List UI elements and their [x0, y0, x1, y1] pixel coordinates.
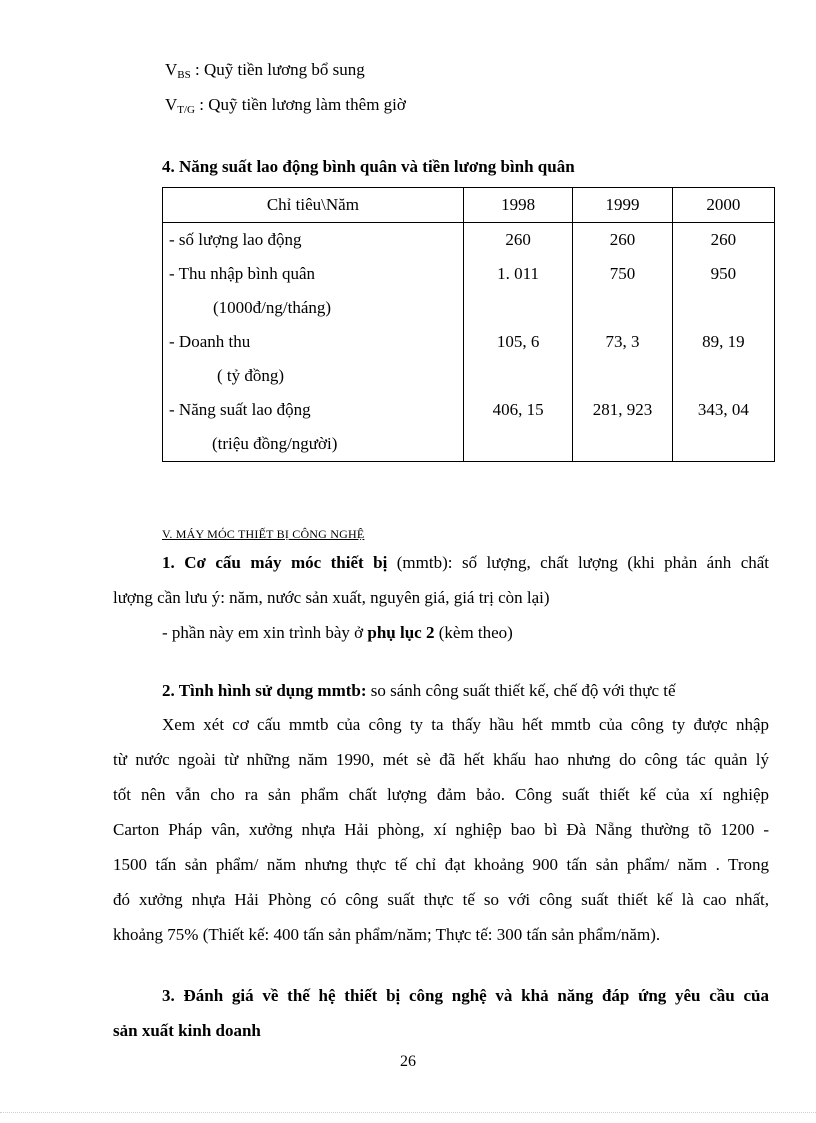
table-cell: 750: [573, 257, 672, 291]
sub2-text-line: Xem xét cơ cấu mmtb của công ty ta thấy hầu hết mmtb của công ty được nhập: [162, 715, 769, 734]
sub2-text-line: đó xưởng nhựa Hải Phòng có công suất thực tế so với công suất thiết kế là cao nhất,: [113, 890, 769, 909]
table-cell: 260: [463, 223, 573, 258]
sub2-text-line: 1500 tấn sản phẩm/ năm nhưng thực tế chỉ đạt khoảng 900 tấn sản phẩm/ năm . Trong: [113, 855, 769, 874]
var-vbs-desc: : Quỹ tiền lương bổ sung: [190, 60, 365, 79]
table-row-unit: ( tỷ đồng): [217, 366, 285, 385]
sub1-line3-pre: - phần này em xin trình bày ở: [162, 623, 368, 642]
table-cell: 950: [672, 257, 774, 291]
sub2-heading-line: [162, 681, 676, 701]
page-number: 26: [400, 1053, 416, 1070]
sub1-rest: (mmtb): số lượng, chất lượng (khi phản ánh chất: [387, 553, 770, 572]
table-header-cell: Chỉ tiêu\Năm: [163, 188, 464, 223]
table-header-cell: 1998: [463, 188, 573, 223]
table-row-unit: (triệu đồng/người): [212, 434, 338, 453]
page-bottom-rule: [0, 1112, 816, 1113]
table-row-label: - số lượng lao động: [163, 223, 464, 258]
var-vtg-desc: : Quỹ tiền lương làm thêm giờ: [195, 95, 406, 114]
sub2-rest: so sánh công suất thiết kế, chế độ với thực tế: [366, 681, 676, 700]
table-cell: 89, 19: [672, 325, 774, 359]
table-cell: 1. 011: [463, 257, 573, 291]
sub2-text-line: tốt nên vẫn cho ra sản phẩm chất lượng đảm bảo. Công suất thiết kế của xí nghiệp: [113, 785, 769, 804]
sub1-line3: [113, 615, 769, 650]
var-vbs-line: [165, 60, 365, 81]
table-cell: 343, 04: [672, 393, 774, 427]
table-row-label: - Thu nhập bình quân: [163, 257, 464, 291]
var-vtg-base: V: [165, 95, 178, 114]
section-v-title: V. MÁY MÓC THIẾT BỊ CÔNG NGHỆ: [162, 527, 365, 541]
sub1-line3-post: (kèm theo): [434, 623, 513, 642]
sub3-line1: 3. Đánh giá về thế hệ thiết bị công nghệ và khả năng đáp ứng yêu cầu của: [162, 986, 769, 1005]
sub2-paragraph: [113, 707, 769, 952]
table-row: [163, 359, 775, 393]
sub2-heading: 2. Tình hình sử dụng mmtb:: [162, 681, 367, 700]
productivity-table: [162, 187, 775, 462]
table-cell: 73, 3: [573, 325, 672, 359]
sub1-heading: 1. Cơ cấu máy móc thiết bị: [162, 553, 388, 572]
table-row-label: - Doanh thu: [163, 325, 464, 359]
table-row: [163, 257, 775, 291]
sub2-text-line: từ nước ngoài từ những năm 1990, mét sè đã hết khấu hao nhưng do công tác quản lý: [113, 750, 769, 769]
sub3-line2: sản xuất kinh doanh: [113, 1021, 261, 1040]
table-row: [163, 223, 775, 258]
table-row: [163, 291, 775, 325]
sub2-text-line: Carton Pháp vân, xưởng nhựa Hải phòng, xí nghiệp bao bì Đà Nẵng thường tõ 1200 -: [113, 820, 769, 839]
table-header-row: [163, 188, 775, 223]
table-header-cell: 2000: [672, 188, 774, 223]
table-cell: 260: [672, 223, 774, 258]
section4-heading: 4. Năng suất lao động bình quân và tiền lương bình quân: [162, 157, 575, 176]
sub1-line1: [113, 545, 769, 580]
appendix-ref: phụ lục 2: [367, 623, 435, 642]
table-cell: 260: [573, 223, 672, 258]
table-cell: 406, 15: [463, 393, 573, 427]
table-row-label: - Năng suất lao động: [163, 393, 464, 427]
table-row: [163, 393, 775, 427]
table-row: [163, 427, 775, 462]
table-row: [163, 325, 775, 359]
sub1-paragraph: [113, 545, 769, 650]
var-vbs-base: V: [165, 60, 178, 79]
sub2-text-line: khoảng 75% (Thiết kế: 400 tấn sản phẩm/năm; Thực tế: 300 tấn sản phẩm/năm).: [113, 925, 661, 944]
table-cell: 281, 923: [573, 393, 672, 427]
var-vtg-sub: T/G: [177, 104, 196, 116]
sub3-heading: [113, 978, 769, 1048]
table-header-cell: 1999: [573, 188, 672, 223]
table-cell: 105, 6: [463, 325, 573, 359]
sub1-line2: lượng cần lưu ý: năm, nước sản xuất, nguyên giá, giá trị còn lại): [113, 588, 550, 607]
var-vtg-line: [165, 95, 406, 116]
table-row-unit: (1000đ/ng/tháng): [213, 298, 332, 317]
var-vbs-sub: BS: [177, 69, 191, 81]
